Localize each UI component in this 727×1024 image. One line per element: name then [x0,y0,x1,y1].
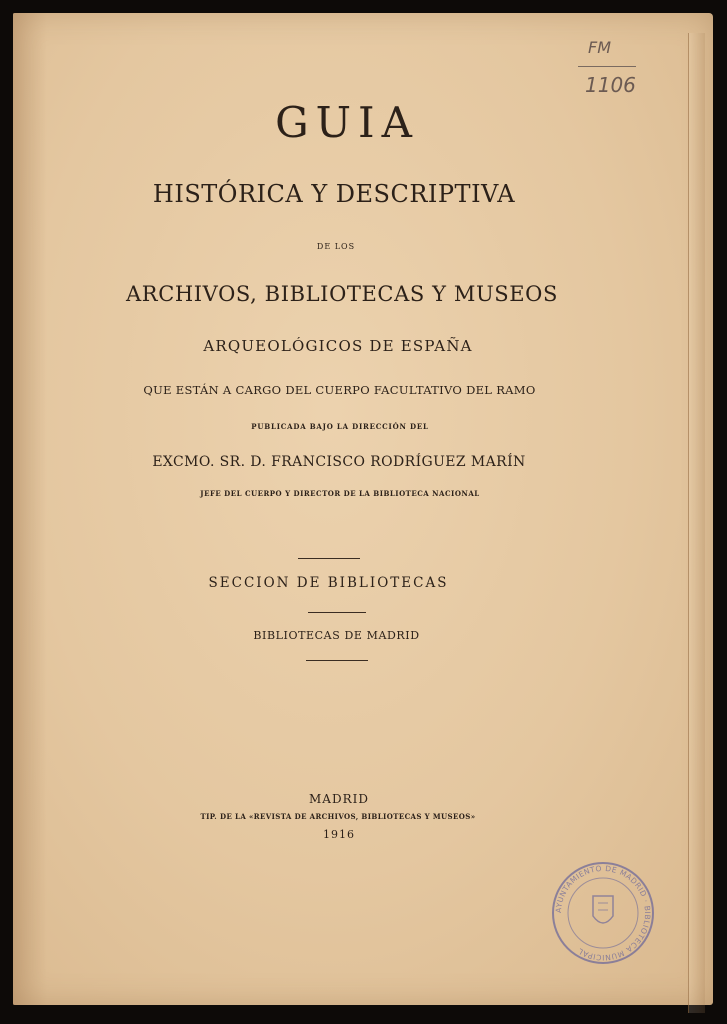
handwritten-divider [578,66,636,67]
handwritten-shelf-number: 1106 [585,73,636,97]
director-position: JEFE DEL CUERPO Y DIRECTOR DE LA BIBLIOTECA NACIONAL [200,489,480,498]
section-title: SECCION DE BIBLIOTECAS [208,575,449,591]
section-subtitle: BIBLIOTECAS DE MADRID [253,629,420,642]
director-name: EXCMO. SR. D. FRANCISCO RODRÍGUEZ MARÍN [152,454,526,470]
imprint-city: MADRID [309,792,369,806]
archaeological-line: ARQUEOLÓGICOS DE ESPAÑA [203,337,473,355]
library-stamp [548,858,658,968]
rule-middle [308,612,366,613]
svg-text:AYUNTAMIENTO DE MADRID · BIBLI [554,864,652,962]
handwritten-shelf-code: FM [588,38,612,57]
published-under-line: PUBLICADA BAJO LA DIRECCIÓN DEL [251,422,429,431]
rule-top [298,558,360,559]
connector-text: DE LOS [316,242,356,251]
spine-shadow [13,13,47,1005]
page-edge [688,33,705,1013]
imprint-year: 1916 [323,828,355,841]
imprint-printer: TIP. DE LA «REVISTA DE ARCHIVOS, BIBLIOTECAS Y MUSEOS» [200,812,476,821]
book-subtitle: HISTÓRICA Y DESCRIPTIVA [152,180,516,208]
rule-bottom [306,660,368,661]
responsibility-line: QUE ESTÁN A CARGO DEL CUERPO FACULTATIVO DEL RAMO [143,383,536,397]
book-title: GUIA [275,98,419,147]
archives-line: ARCHIVOS, BIBLIOTECAS Y MUSEOS [126,282,558,306]
title-page [13,13,713,1005]
stamp-text: AYUNTAMIENTO DE MADRID · BIBLIOTECA MUNICIPAL [553,863,653,963]
